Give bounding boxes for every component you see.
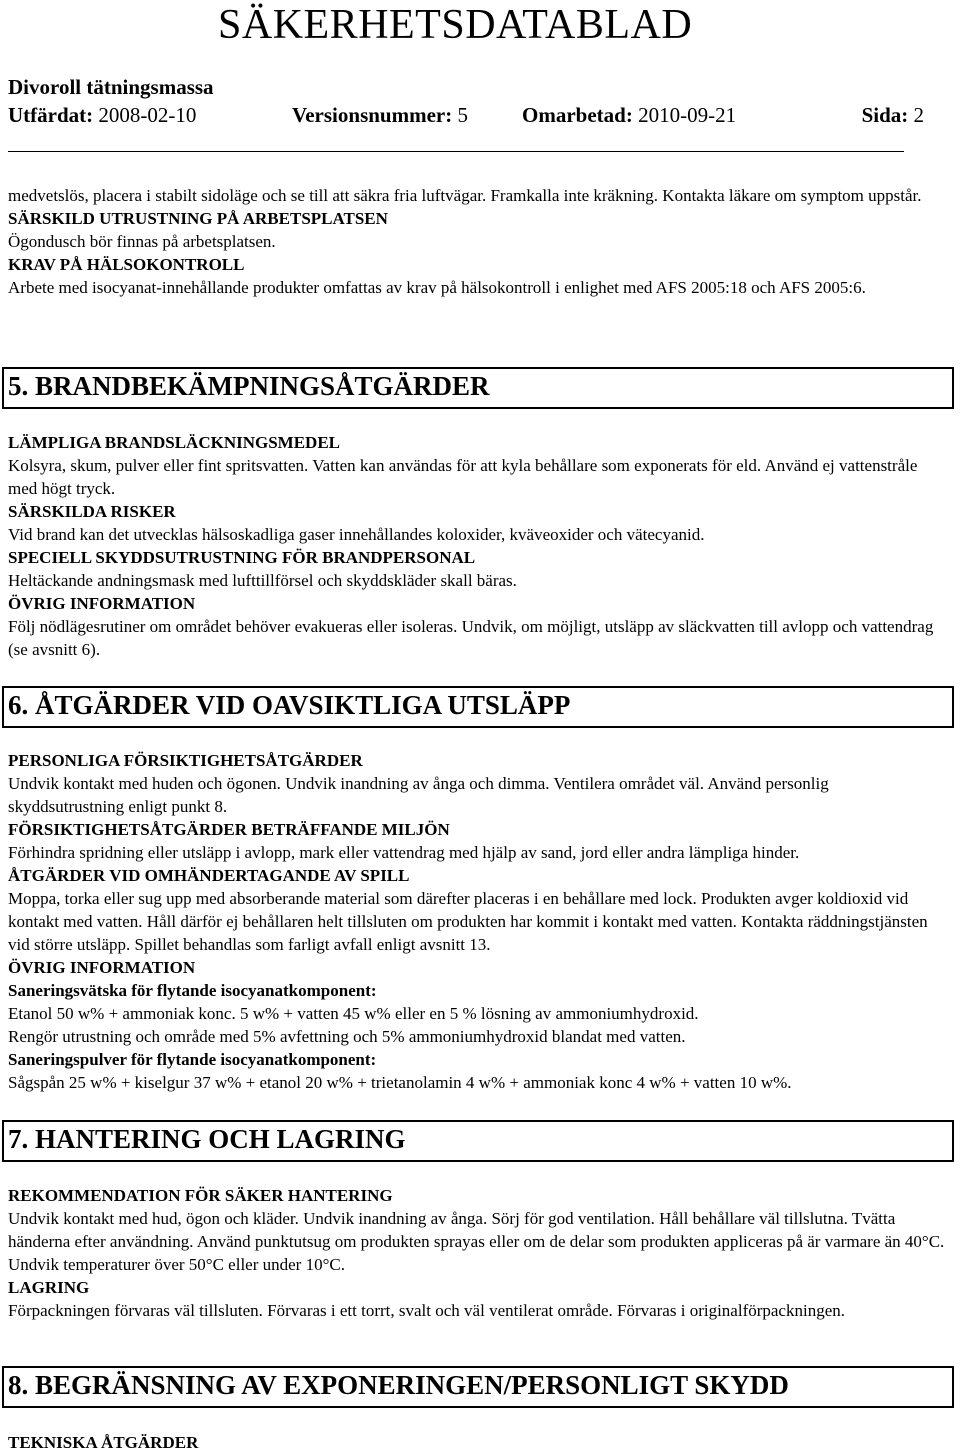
bold-label: Saneringsvätska för flytande isocyanatkomponent: <box>8 981 377 1000</box>
subheading: SÄRSKILD UTRUSTNING PÅ ARBETSPLATSEN <box>8 209 388 228</box>
section4-continuation <box>8 184 948 299</box>
version-value: 5 <box>457 103 468 127</box>
product-name: Divoroll tätningsmassa <box>8 75 214 99</box>
subheading: SÄRSKILDA RISKER <box>8 502 176 521</box>
section8-heading: 8. BEGRÄNSNING AV EXPONERINGEN/PERSONLIGT SKYDD <box>2 1366 954 1408</box>
subheading: REKOMMENDATION FÖR SÄKER HANTERING <box>8 1186 393 1205</box>
paragraph: Förhindra spridning eller utsläpp i avlopp, mark eller vattendrag med hjälp av sand, jord eller andra lämpliga hinder. <box>8 843 800 862</box>
subheading: KRAV PÅ HÄLSOKONTROLL <box>8 255 245 274</box>
revised-value: 2010-09-21 <box>638 103 737 127</box>
subheading: ÖVRIG INFORMATION <box>8 594 196 613</box>
section5-body <box>8 431 948 661</box>
document-title: SÄKERHETSDATABLAD <box>218 2 693 48</box>
issued-value: 2008-02-10 <box>98 103 197 127</box>
revised-label: Omarbetad: <box>522 103 633 127</box>
subheading: PERSONLIGA FÖRSIKTIGHETSÅTGÄRDER <box>8 751 363 770</box>
subheading: LÄMPLIGA BRANDSLÄCKNINGSMEDEL <box>8 433 341 452</box>
paragraph: Vid brand kan det utvecklas hälsoskadliga gaser innehållandes koloxider, kväveoxider och vätecyanid. <box>8 525 705 544</box>
page-label: Sida: <box>861 103 909 127</box>
subheading: ÅTGÄRDER VID OMHÄNDERTAGANDE AV SPILL <box>8 866 410 885</box>
section7-body <box>8 1184 948 1322</box>
subheading: LAGRING <box>8 1278 90 1297</box>
paragraph: Undvik kontakt med hud, ögon och kläder. Undvik inandning av ånga. Sörj för god ventilation. Håll behållare väl tillslutna. Tvätta händerna efter användning. Använd punktutsug om produkten sprayas eller om de delar som produkten appliceras på är varmare än 40°C. Undvik temperaturer över 50°C eller under 10°C. <box>8 1209 945 1274</box>
section7-heading: 7. HANTERING OCH LAGRING <box>2 1120 954 1162</box>
issued-field <box>8 103 196 127</box>
paragraph: Kolsyra, skum, pulver eller fint spritsvatten. Vatten kan användas för att kyla behållare som exponerats för eld. Använd ej vattenstråle med högt tryck. <box>8 456 918 498</box>
paragraph: Undvik kontakt med huden och ögonen. Undvik inandning av ånga och dimma. Ventilera området väl. Använd personlig skyddsutrustning enligt punkt 8. <box>8 774 829 816</box>
bold-label: Saneringspulver för flytande isocyanatkomponent: <box>8 1050 377 1069</box>
paragraph: medvetslös, placera i stabilt sidoläge och se till att säkra fria luftvägar. Framkalla inte kräkning. Kontakta läkare om symptom uppstår. <box>8 186 922 205</box>
header-divider <box>8 151 904 152</box>
paragraph: Arbete med isocyanat-innehållande produkter omfattas av krav på hälsokontroll i enlighet med AFS 2005:18 och AFS 2005:6. <box>8 278 866 297</box>
subheading: SPECIELL SKYDDSUTRUSTNING FÖR BRANDPERSONAL <box>8 548 476 567</box>
issued-label: Utfärdat: <box>8 103 94 127</box>
paragraph: Ögondusch bör finnas på arbetsplatsen. <box>8 232 276 251</box>
subheading: TEKNISKA ÅTGÄRDER <box>8 1433 199 1452</box>
paragraph: Rengör utrustning och område med 5% avfettning och 5% ammoniumhydroxid blandat med vatten. <box>8 1027 686 1046</box>
subheading: ÖVRIG INFORMATION <box>8 958 196 977</box>
subheading: FÖRSIKTIGHETSÅTGÄRDER BETRÄFFANDE MILJÖN <box>8 820 450 839</box>
version-label: Versionsnummer: <box>292 103 453 127</box>
section6-heading: 6. ÅTGÄRDER VID OAVSIKTLIGA UTSLÄPP <box>2 686 954 728</box>
version-field <box>292 102 468 128</box>
document-meta <box>8 102 924 128</box>
section6-body <box>8 749 948 1094</box>
paragraph: Moppa, torka eller sug upp med absorberande material som därefter placeras i en behållare med lock. Produkten avger koldioxid vid kontakt med vatten. Håll därför ej behållaren helt tillsluten om produkten har kommit i kontakt med vatten. Kontakta räddningstjänsten vid större utsläpp. Spillet behandlas som farligt avfall enligt avsnitt 13. <box>8 889 928 954</box>
page-value: 2 <box>913 103 924 127</box>
paragraph: Sågspån 25 w% + kiselgur 37 w% + etanol 20 w% + trietanolamin 4 w% + ammoniak konc 4 w% + vatten 10 w%. <box>8 1073 792 1092</box>
page-field <box>862 102 924 128</box>
revised-field <box>522 102 736 128</box>
paragraph: Förpackningen förvaras väl tillsluten. Förvaras i ett torrt, svalt och väl ventilerat område. Förvaras i originalförpackningen. <box>8 1301 846 1320</box>
paragraph: Heltäckande andningsmask med lufttillförsel och skyddskläder skall bäras. <box>8 571 517 590</box>
paragraph: Etanol 50 w% + ammoniak konc. 5 w% + vatten 45 w% eller en 5 % lösning av ammoniumhydroxid. <box>8 1004 699 1023</box>
section5-heading: 5. BRANDBEKÄMPNINGSÅTGÄRDER <box>2 367 954 409</box>
paragraph: Följ nödlägesrutiner om området behöver evakueras eller isoleras. Undvik, om möjligt, utsläpp av släckvatten till avlopp och vattendrag (se avsnitt 6). <box>8 617 934 659</box>
